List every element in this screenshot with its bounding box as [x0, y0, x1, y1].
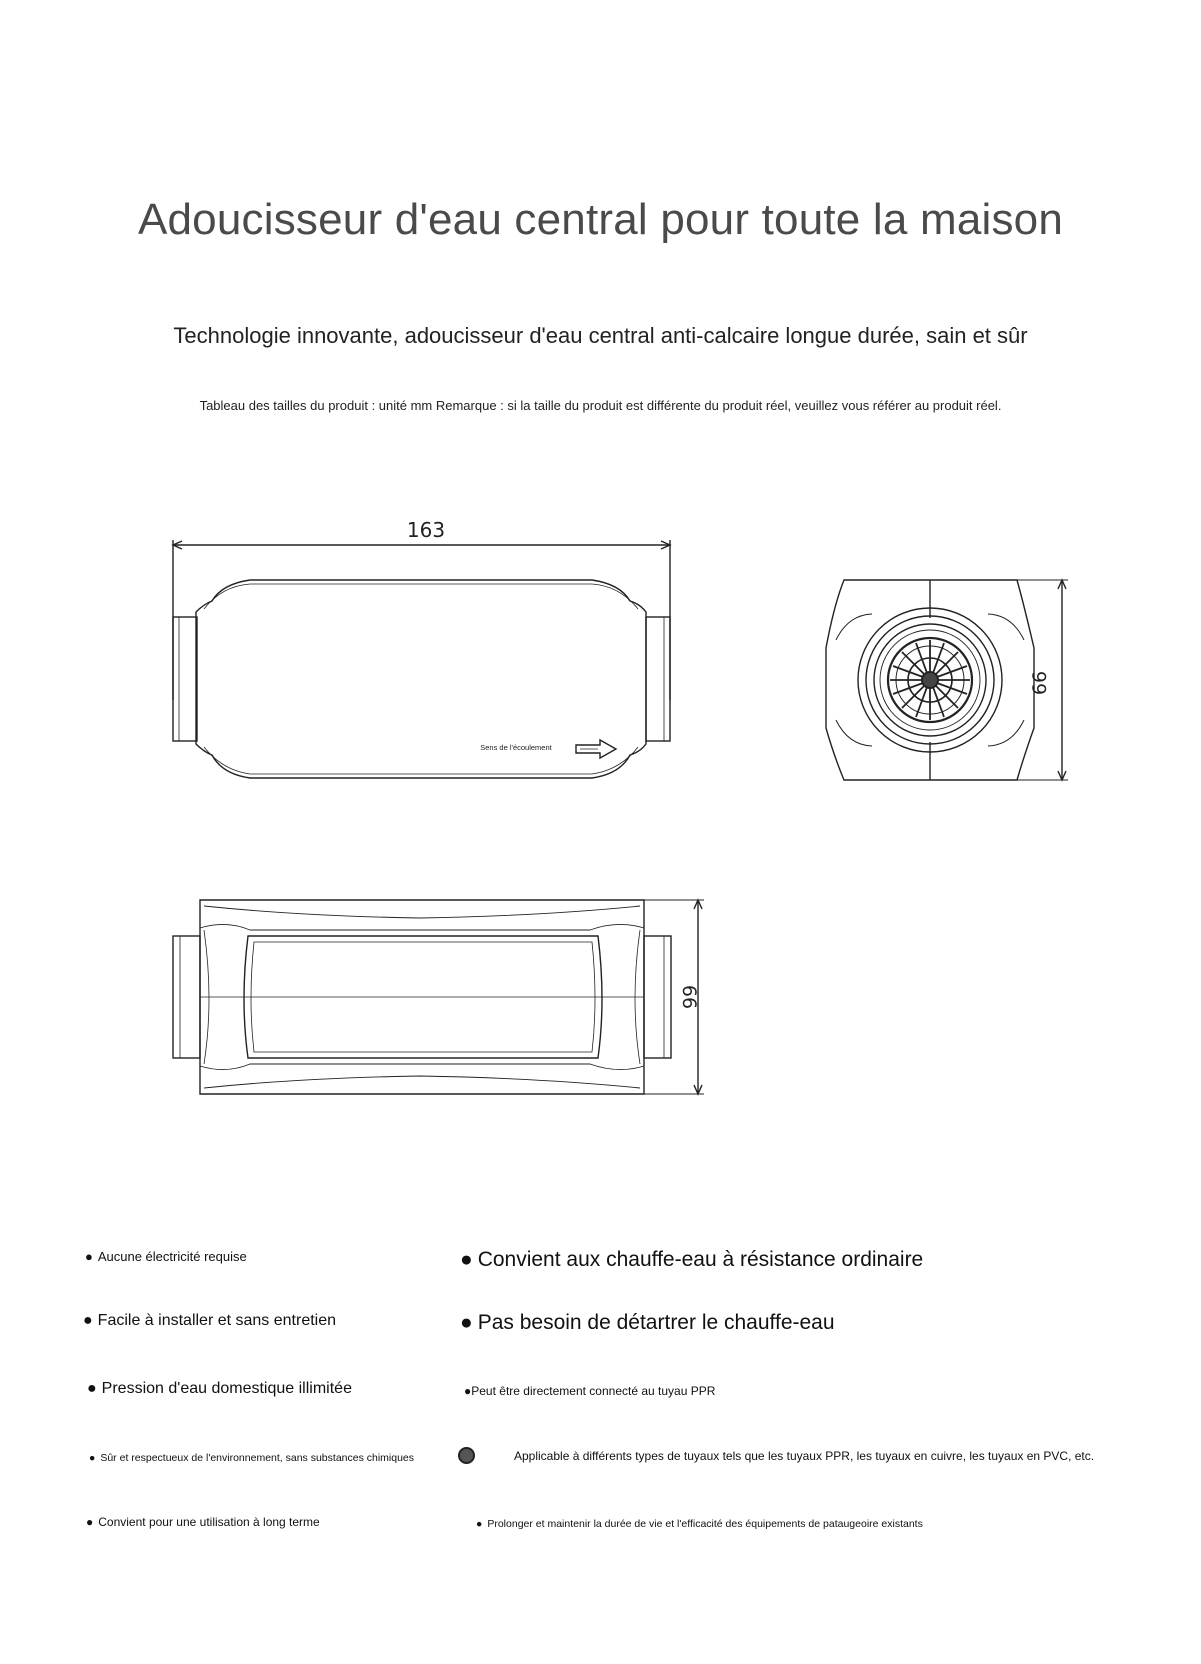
large-bullet-icon [458, 1447, 475, 1464]
feature-item: ● Convient aux chauffe-eau à résistance ordinaire [460, 1248, 924, 1271]
bullet-icon: ● [87, 1380, 97, 1397]
bullet-icon: ● [85, 1249, 93, 1264]
feature-item: ● Convient pour une utilisation à long terme [86, 1515, 320, 1529]
feature-item: ● Prolonger et maintenir la durée de vie et l'efficacité des équipements de pataugeoire existants [476, 1518, 923, 1530]
page-title: Adoucisseur d'eau central pour toute la maison [137, 195, 1064, 244]
top-view-drawing [173, 900, 704, 1094]
top-height-dimension-label: 66 [678, 984, 700, 1010]
feature-item: ● Pression d'eau domestique illimitée [87, 1380, 352, 1397]
end-view-drawing [826, 580, 1068, 780]
bullet-icon: ● [460, 1311, 473, 1334]
bullet-icon: ● [464, 1384, 472, 1398]
feature-item: ● Pas besoin de détartrer le chauffe-eau [460, 1311, 835, 1334]
feature-item: Applicable à différents types de tuyaux tels que les tuyaux PPR, les tuyaux en cuivre, les tuyaux en PVC, etc. [514, 1449, 1095, 1463]
feature-item: ●Peut être directement connecté au tuyau PPR [464, 1384, 716, 1398]
bullet-icon: ● [460, 1248, 473, 1271]
feature-item: ● Sûr et respectueux de l'environnement, sans substances chimiques [89, 1452, 415, 1464]
bullet-icon: ● [83, 1312, 93, 1329]
length-dimension-label: 163 [406, 518, 446, 542]
bullet-icon: ● [89, 1452, 96, 1464]
page-subtitle: Technologie innovante, adoucisseur d'eau central anti-calcaire longue durée, sain et sûr [173, 323, 1028, 348]
bullet-icon: ● [86, 1515, 94, 1529]
front-view-drawing [173, 518, 670, 778]
feature-item: ● Aucune électricité requise [85, 1249, 247, 1264]
bullet-icon: ● [476, 1518, 483, 1530]
size-note: Tableau des tailles du produit : unité mm Remarque : si la taille du produit est différente du produit réel, veuillez vous référer au produit réel. [199, 398, 1002, 413]
feature-item: ● Facile à installer et sans entretien [83, 1312, 337, 1329]
flow-direction-label: Sens de l'écoulement [480, 743, 552, 752]
end-height-dimension-label: 66 [1029, 670, 1051, 696]
